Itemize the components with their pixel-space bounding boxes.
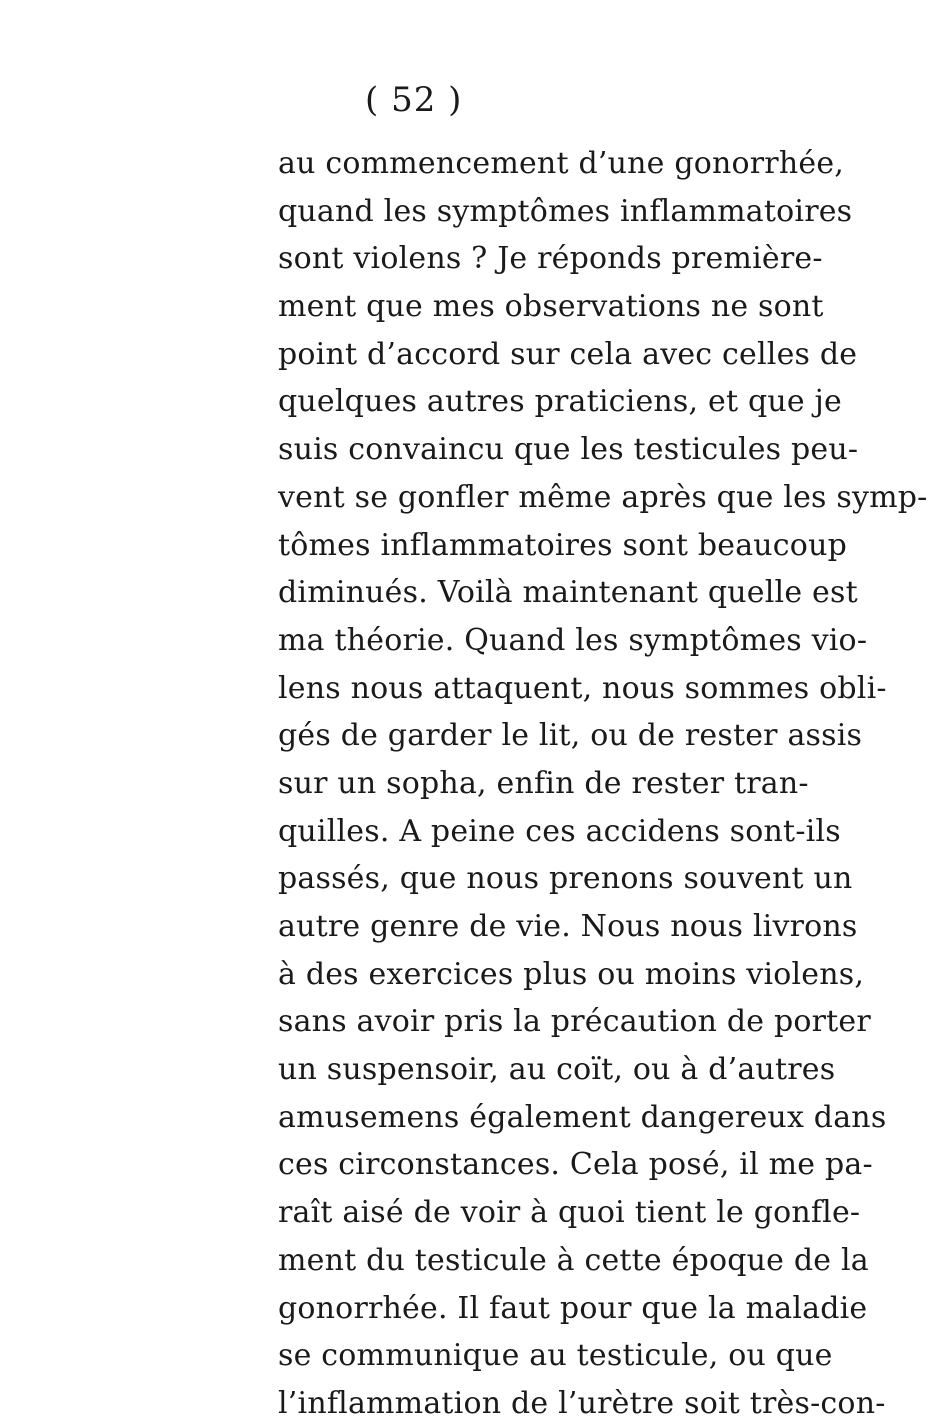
text-line: autre genre de vie. Nous nous livrons — [278, 909, 858, 944]
text-line: vent se gonfler même après que les symp- — [278, 479, 928, 515]
text-line: lens nous attaquent, nous sommes obli- — [278, 670, 887, 706]
text-line: point d’accord sur cela avec celles de — [278, 336, 858, 372]
text-line: ment que mes observations ne sont — [278, 289, 824, 325]
text-line: quand les symptômes inflammatoires — [278, 193, 853, 229]
text-line: sont violens ? Je réponds première- — [278, 241, 823, 277]
text-line: quilles. A peine ces accidens sont-ils — [278, 813, 841, 849]
text-line: ment du testicule à cette époque de la — [278, 1242, 869, 1278]
text-line: gés de garder le lit, ou de rester assis — [278, 718, 863, 754]
text-line: sur un sopha, enfin de rester tran- — [278, 765, 809, 801]
text-line: gonorrhée. Il faut pour que la maladie — [278, 1290, 868, 1326]
text-line: ces circonstances. Cela posé, il me pa- — [278, 1147, 873, 1183]
text-line: suis convaincu que les testicules peu- — [278, 432, 859, 468]
text-line: passés, que nous prenons souvent un — [278, 861, 853, 897]
text-line: se communique au testicule, ou que — [278, 1338, 833, 1374]
text-line: quelques autres praticiens, et que je — [278, 384, 843, 420]
page-number — [0, 80, 800, 120]
text-line: amusemens également dangereux dans — [278, 1099, 887, 1135]
text-line: un suspensoir, au coït, ou à d’autres — [278, 1052, 836, 1088]
text-line: tômes inflammatoires sont beaucoup — [278, 527, 847, 563]
text-line: sans avoir pris la précaution de porter — [278, 1004, 871, 1040]
text-line: ma théorie. Quand les symptômes vio- — [278, 622, 868, 658]
text-line: diminués. Voilà maintenant quelle est — [278, 575, 858, 611]
text-line: à des exercices plus ou moins violens, — [278, 956, 865, 992]
text-line: raît aisé de voir à quoi tient le gonfle- — [278, 1195, 861, 1231]
text-line: au commencement d’une gonorrhée, — [278, 146, 845, 181]
page-number-text: ( 52 ) — [365, 80, 463, 120]
text-line: l’inflammation de l’urètre soit très-con- — [278, 1385, 886, 1421]
body-text — [278, 140, 928, 1428]
